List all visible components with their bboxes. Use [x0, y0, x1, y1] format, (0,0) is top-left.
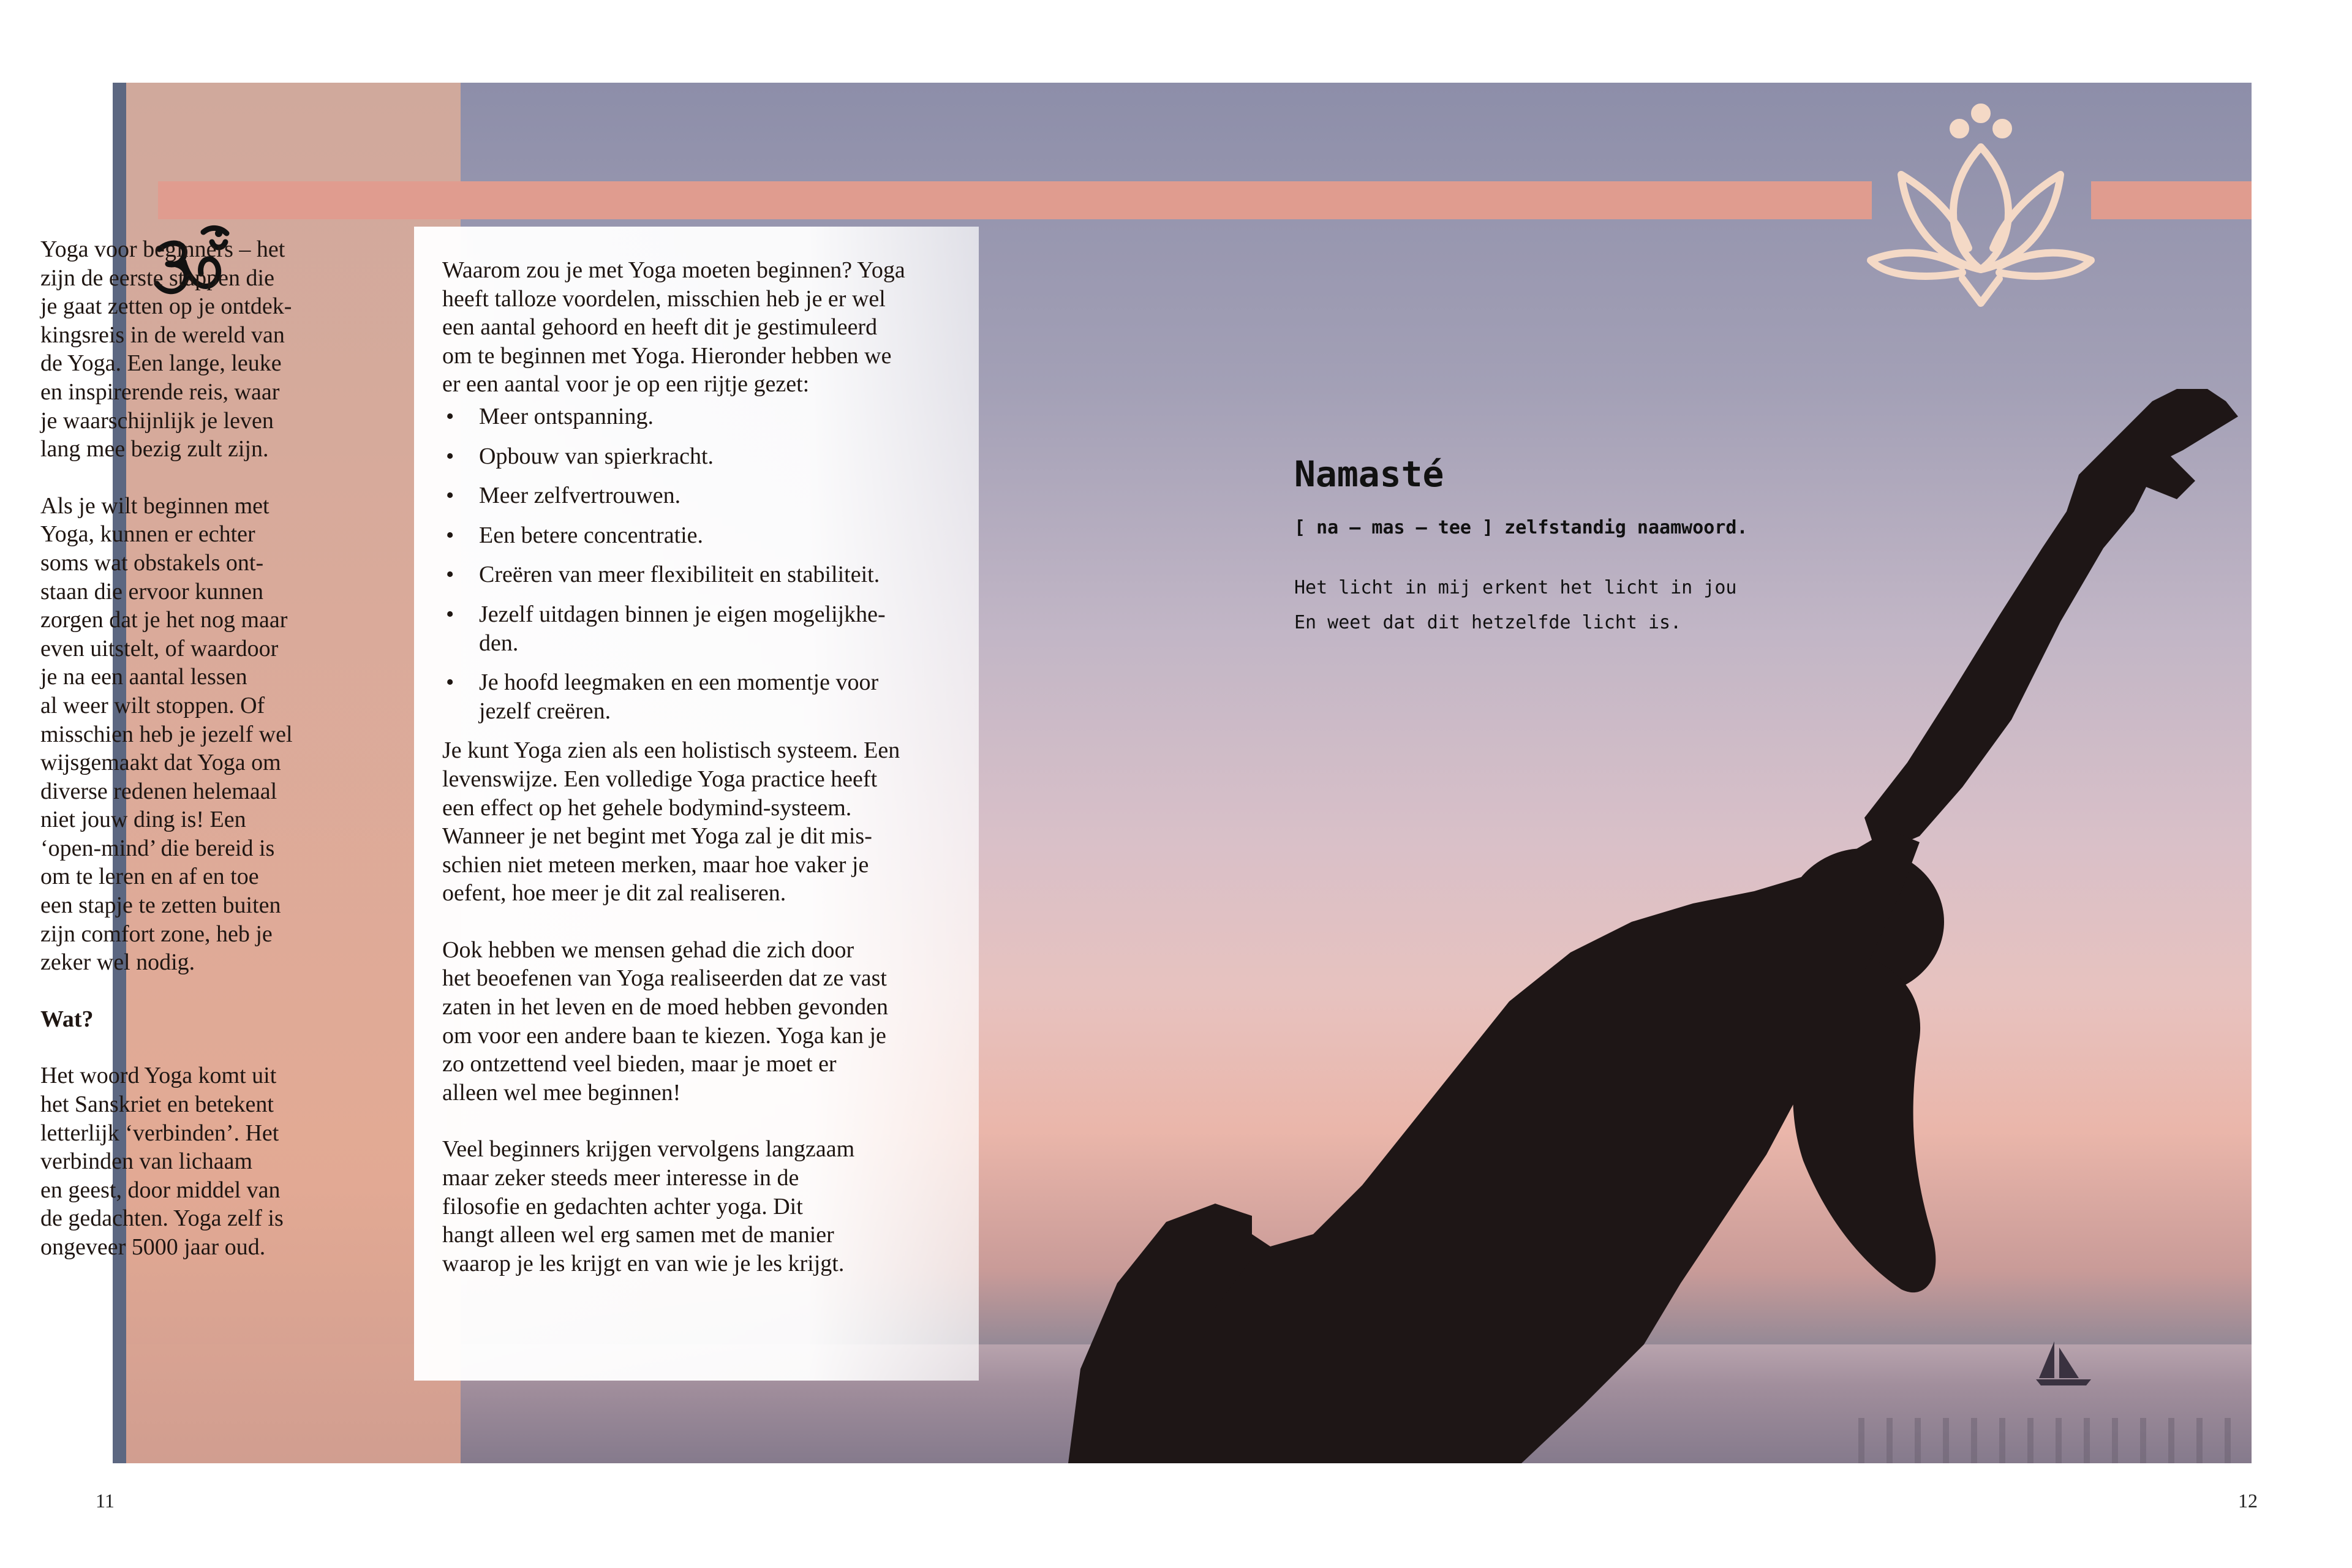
sidebar-heading: Wat?	[40, 1006, 94, 1032]
decorative-stripe-right	[2091, 181, 2252, 219]
page-number-right: 12	[2238, 1490, 2258, 1512]
namaste-title: Namasté	[1294, 453, 1444, 495]
sidebar-obstacles: Als je wilt beginnen met Yoga, kunnen er echter soms wat obstakels ont- staan die ervoor kunnen zorgen dat je het nog maar even uitstelt, of waardoor je na een aantal lessen al weer wilt stoppen. Of misschien heb je jezelf wel wijsgemaakt dat Yoga om diverse redenen helemaal niet jouw ding is! Een ‘open-mind’ die bereid is om te leren en af en toe een stapje te zetten buiten zijn comfort zone, heb je zeker wel nodig.	[40, 492, 293, 976]
namaste-definition	[1294, 453, 1748, 640]
sidebar-text	[40, 235, 328, 1290]
sidebar-intro: Yoga voor beginners – het zijn de eerste stappen die je gaat zetten op je ontdek- kingsreis in de wereld van de Yoga. Een lange, leuke en inspirerende reis, waar je waarschijnlijk je leven lang mee bezig zult zijn.	[40, 236, 292, 462]
panel-holistic: Je kunt Yoga zien als een holistisch systeem. Een levenswijze. Een volledige Yoga practice heeft een effect op het gehele bodymind-systeem. Wanneer je net begint met Yoga zal je dit mis- schien niet meteen merken, maar hoe vaker je oefent, hoe meer je dit zal realiseren.	[442, 737, 900, 907]
list-item: • Jezelf uitdagen binnen je eigen mogelijkhe- den.	[446, 601, 886, 656]
list-item: • Creëren van meer flexibiliteit en stabiliteit.	[446, 562, 880, 588]
panel-people: Ook hebben we mensen gehad die zich door het beoefenen van Yoga realiseerden dat ze vast zaten in het leven en de moed hebben gevonden om voor een andere baan te kiezen. Yoga kan je zo ontzettend veel bieden, maar je moet er alleen wel mee beginnen!	[442, 937, 889, 1106]
namaste-pronunciation: [ na – mas – tee ] zelfstandig naamwoord.	[1294, 517, 1748, 538]
panel-intro: Waarom zou je met Yoga moeten beginnen? Yoga heeft talloze voordelen, misschien heb je er wel een aantal gehoord en heeft dit je gestimuleerd om te beginnen met Yoga. Hieronder hebben we er een aantal voor je op een rijtje gezet:	[442, 257, 905, 398]
namaste-line-1: Het licht in mij erkent het licht in jou	[1294, 577, 1737, 598]
lotus-flower-icon	[1864, 95, 2097, 328]
list-item: • Opbouw van spierkracht.	[446, 443, 714, 469]
list-item: • Je hoofd leegmaken en een momentje voor jezelf creëren.	[446, 669, 879, 724]
sidebar-definition: Het woord Yoga komt uit het Sanskriet en betekent letterlijk ‘verbinden’. Het verbinden van lichaam en geest, door middel van de gedachten. Yoga zelf is ongeveer 5000 jaar oud.	[40, 1063, 284, 1260]
decorative-stripe	[158, 181, 1872, 219]
list-item: • Meer ontspanning.	[446, 403, 654, 429]
content-panel-text	[442, 256, 951, 1278]
panel-beginners: Veel beginners krijgen vervolgens langzaam maar zeker steeds meer interesse in de filosofie en gedachten achter yoga. Dit hangt alleen wel erg samen met de manier waarop je les krijgt en van wie je les krijgt.	[442, 1136, 855, 1276]
page-number-left: 11	[96, 1490, 115, 1512]
namaste-line-2: En weet dat dit hetzelfde licht is.	[1294, 612, 1682, 633]
list-item: • Een betere concentratie.	[446, 522, 704, 548]
benefits-list	[442, 402, 951, 725]
list-item: • Meer zelfvertrouwen.	[446, 483, 681, 509]
